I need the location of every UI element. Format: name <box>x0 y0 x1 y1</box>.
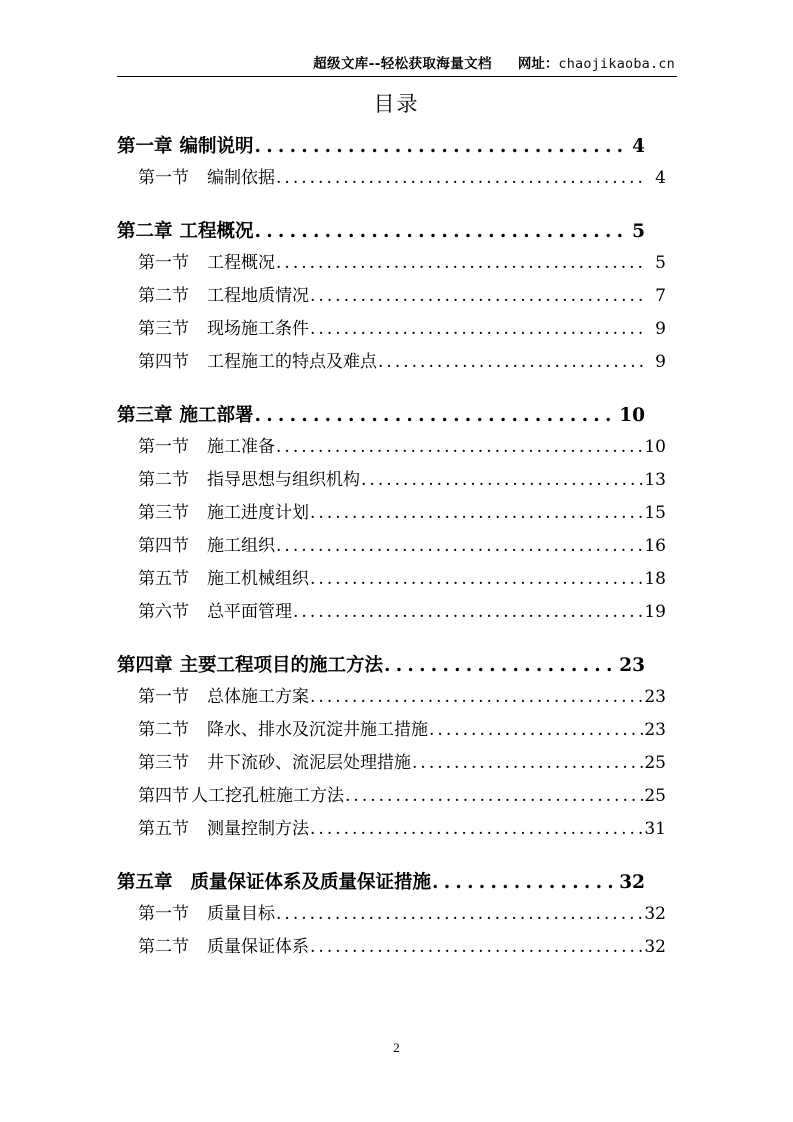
toc-entry-number: 第二节 <box>138 720 189 740</box>
toc-section-row[interactable] <box>117 682 666 715</box>
toc-entry-title: 质量保证体系 <box>207 937 309 957</box>
toc-entry-title: 质量目标 <box>207 904 275 924</box>
toc-section-row[interactable] <box>117 347 666 380</box>
toc-entry-number: 第一节 <box>138 904 189 924</box>
toc-entry-page: 31 <box>644 819 666 839</box>
toc-entry-page: 9 <box>655 352 666 372</box>
toc-entry-number: 第四节 <box>138 786 189 806</box>
toc-entry-page: 23 <box>644 720 666 740</box>
toc-entry-label <box>138 465 360 490</box>
toc-leader-dots <box>255 138 622 157</box>
toc-section-row[interactable] <box>117 163 666 196</box>
toc-section-row[interactable] <box>117 248 666 281</box>
running-header <box>117 52 677 76</box>
toc-entry-page: 23 <box>644 687 666 707</box>
toc-entry-number: 第三节 <box>138 503 189 523</box>
table-of-contents <box>117 132 666 965</box>
url-label: 网址： <box>517 56 559 72</box>
toc-entry-label <box>117 217 254 243</box>
toc-entry-title: 质量保证体系及质量保证措施 <box>190 872 432 893</box>
site-title: 超级文库--轻松获取海量文档 <box>313 56 492 72</box>
toc-entry-label <box>138 163 275 188</box>
toc-leader-dots <box>429 722 643 739</box>
toc-entry-page: 9 <box>655 319 666 339</box>
toc-entry-label <box>138 597 292 622</box>
toc-leader-dots <box>310 288 643 305</box>
toc-entry-number: 第三章 <box>117 405 173 426</box>
toc-entry-page: 19 <box>644 602 666 622</box>
toc-chapter-row[interactable] <box>117 868 645 899</box>
toc-section-row[interactable] <box>117 465 666 498</box>
toc-entry-number: 第二节 <box>138 937 189 957</box>
toc-entry-number: 第五章 <box>117 872 173 893</box>
toc-entry-label <box>138 347 377 372</box>
toc-entry-page: 13 <box>644 470 666 490</box>
toc-entry-title: 编制说明 <box>179 136 254 157</box>
toc-entry-title: 施工部署 <box>179 405 254 426</box>
toc-leader-dots <box>384 657 618 676</box>
toc-entry-label <box>117 651 383 677</box>
toc-entry-label <box>138 314 309 339</box>
toc-leader-dots <box>255 223 622 242</box>
toc-entry-title: 指导思想与组织机构 <box>207 470 360 490</box>
toc-leader-dots <box>276 906 643 923</box>
toc-entry-title: 编制依据 <box>207 168 275 188</box>
toc-section-row[interactable] <box>117 899 666 932</box>
toc-section-row[interactable] <box>117 597 666 630</box>
toc-section-row[interactable] <box>117 564 666 597</box>
toc-section-row[interactable] <box>117 432 666 465</box>
toc-entry-page: 32 <box>644 904 666 924</box>
toc-section-row[interactable] <box>117 932 666 965</box>
toc-entry-title: 工程概况 <box>207 253 275 273</box>
toc-entry-page: 10 <box>644 437 666 457</box>
toc-entry-title: 施工准备 <box>207 437 275 457</box>
toc-entry-label <box>138 432 275 457</box>
toc-entry-label <box>138 814 309 839</box>
toc-entry-title: 工程地质情况 <box>207 286 309 306</box>
toc-entry-title: 总体施工方案 <box>207 687 309 707</box>
toc-entry-number: 第一章 <box>117 136 173 157</box>
toc-entry-title: 人工挖孔桩施工方法 <box>191 786 344 806</box>
toc-leader-dots <box>310 505 643 522</box>
toc-entry-label <box>138 682 309 707</box>
toc-leader-dots <box>378 354 643 371</box>
toc-leader-dots <box>255 407 619 426</box>
toc-entry-label <box>117 401 254 427</box>
header-divider <box>117 76 677 77</box>
toc-leader-dots <box>310 821 643 838</box>
toc-entry-label <box>138 248 275 273</box>
toc-section-row[interactable] <box>117 781 666 814</box>
footer-page-number: 2 <box>393 1040 400 1055</box>
toc-entry-label <box>138 899 275 924</box>
toc-entry-title: 现场施工条件 <box>207 319 309 339</box>
toc-chapter-row[interactable] <box>117 132 645 163</box>
toc-entry-number: 第四节 <box>138 352 189 372</box>
toc-chapter-row[interactable] <box>117 651 645 682</box>
toc-entry-number: 第五节 <box>138 819 189 839</box>
site-url: chaojikaoba.cn <box>558 56 675 72</box>
running-header-content <box>117 52 677 72</box>
toc-entry-title: 施工机械组织 <box>207 569 309 589</box>
toc-section-row[interactable] <box>117 531 666 564</box>
toc-entry-label <box>117 132 254 158</box>
toc-entry-number: 第二节 <box>138 286 189 306</box>
toc-entry-page: 18 <box>644 569 666 589</box>
toc-section-row[interactable] <box>117 715 666 748</box>
toc-leader-dots <box>276 538 643 555</box>
toc-entry-number: 第一节 <box>138 687 189 707</box>
toc-section-row[interactable] <box>117 281 666 314</box>
toc-section-row[interactable] <box>117 748 666 781</box>
toc-section-row[interactable] <box>117 498 666 531</box>
toc-leader-dots <box>276 439 643 456</box>
toc-entry-number: 第六节 <box>138 602 189 622</box>
toc-entry-number: 第五节 <box>138 569 189 589</box>
page-title: 目录 <box>373 92 420 116</box>
toc-leader-dots <box>345 788 643 805</box>
toc-chapter-row[interactable] <box>117 401 645 432</box>
toc-entry-page: 32 <box>619 872 645 893</box>
toc-entry-title: 测量控制方法 <box>207 819 309 839</box>
toc-leader-dots <box>361 472 643 489</box>
toc-entry-page: 5 <box>655 253 666 273</box>
toc-entry-number: 第三节 <box>138 753 189 773</box>
toc-entry-label <box>138 715 428 740</box>
toc-entry-title: 施工进度计划 <box>207 503 309 523</box>
toc-entry-number: 第一节 <box>138 253 189 273</box>
toc-leader-dots <box>310 321 643 338</box>
toc-entry-title: 降水、排水及沉淀井施工措施 <box>207 720 428 740</box>
toc-entry-number: 第一节 <box>138 437 189 457</box>
toc-entry-label <box>138 498 309 523</box>
toc-entry-label <box>138 531 275 556</box>
toc-leader-dots <box>310 571 643 588</box>
toc-entry-title: 主要工程项目的施工方法 <box>179 655 384 676</box>
toc-entry-label <box>138 932 309 957</box>
toc-entry-label <box>117 868 431 894</box>
toc-entry-page: 25 <box>644 753 666 773</box>
toc-entry-title: 井下流砂、流泥层处理措施 <box>207 753 411 773</box>
toc-entry-number: 第四章 <box>117 655 173 676</box>
toc-entry-page: 25 <box>644 786 666 806</box>
toc-leader-dots <box>310 689 643 706</box>
toc-chapter-row[interactable] <box>117 217 645 248</box>
toc-entry-number: 第三节 <box>138 319 189 339</box>
toc-entry-page: 4 <box>632 136 645 157</box>
toc-entry-number: 第二节 <box>138 470 189 490</box>
toc-entry-page: 15 <box>644 503 666 523</box>
toc-entry-title: 总平面管理 <box>207 602 292 622</box>
toc-entry-page: 10 <box>619 405 645 426</box>
toc-leader-dots <box>412 755 643 772</box>
toc-entry-page: 32 <box>644 937 666 957</box>
toc-entry-number: 第四节 <box>138 536 189 556</box>
toc-entry-label <box>138 748 411 773</box>
toc-entry-label <box>138 564 309 589</box>
toc-leader-dots <box>310 939 643 956</box>
toc-entry-number: 第一节 <box>138 168 189 188</box>
toc-entry-page: 5 <box>632 221 645 242</box>
toc-section-row[interactable] <box>117 814 666 847</box>
toc-leader-dots <box>293 604 643 621</box>
toc-entry-page: 16 <box>644 536 666 556</box>
toc-entry-title: 工程概况 <box>179 221 254 242</box>
toc-entry-page: 23 <box>619 655 645 676</box>
toc-entry-label <box>138 781 344 806</box>
toc-entry-page: 4 <box>655 168 666 188</box>
toc-entry-number: 第二章 <box>117 221 173 242</box>
toc-leader-dots <box>276 255 643 272</box>
toc-leader-dots <box>432 874 618 893</box>
toc-entry-title: 工程施工的特点及难点 <box>207 352 377 372</box>
toc-section-row[interactable] <box>117 314 666 347</box>
toc-entry-title: 施工组织 <box>207 536 275 556</box>
toc-entry-label <box>138 281 309 306</box>
toc-entry-page: 7 <box>655 286 666 306</box>
toc-leader-dots <box>276 170 643 187</box>
